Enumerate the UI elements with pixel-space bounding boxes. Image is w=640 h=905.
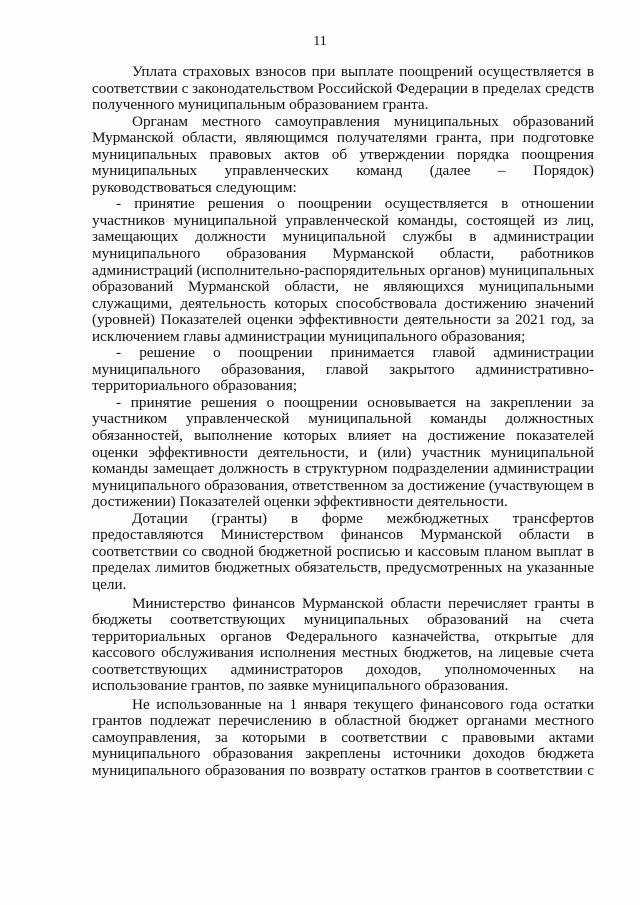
text-line: команды замещает должность в структурном подразделении администрации [92,460,594,478]
text-line: муниципального образования, главой закрытого административно- [92,360,594,378]
text-line: муниципальных управленческих команд (далее – Порядок) [92,162,594,180]
text-line: Уплата страховых взносов при выплате поощрений осуществляется в [132,63,594,80]
paragraph-grants-transfer [92,596,594,695]
text-line: соответствии со сводной бюджетной росписью и кассовым планом выплат в [92,542,594,560]
text-line: предоставляются Министерством финансов Мурманской области в [92,526,594,544]
text-line: цели. [92,575,127,593]
text-line: пределах лимитов бюджетных обязательств, предусмотренных на указанные [92,559,594,577]
list-item-decision-maker [92,345,594,395]
list-item-incentive-decision-scope [92,196,594,345]
paragraph-insurance-contributions [92,64,594,114]
text-line: Мурманской области, являющимся получателями гранта, при подготовке [92,129,594,147]
text-line: муниципального образования Мурманской области, работников [92,245,594,263]
text-line: - принятие решения о поощрении осуществляется в отношении [116,195,594,213]
text-line: муниципального образования, ответственном за достижение (участвующем в [92,476,594,494]
text-line: территориального образования; [92,377,298,395]
text-line: кассового обслуживания исполнения местных бюджетов, на лицевые счета [92,644,594,662]
text-line: достижении) Показателей оценки эффективности деятельности. [92,493,508,511]
text-line: - решение о поощрении принимается главой администрации [116,344,594,362]
text-line: оценки эффективности деятельности, и (или) участник муниципальной [92,443,594,461]
text-line: грантов подлежат перечислению в областной бюджет органами местного [92,712,594,730]
text-line: муниципальных правовых актов об утверждении порядка поощрения [92,145,594,163]
paragraph-unused-balances [92,697,594,780]
text-line: соответствующих администраторов доходов, уполномоченных на [92,660,594,678]
text-line: соответствии с законодательством Российской Федерации в пределах средств [92,79,595,97]
paragraph-local-government-bodies [92,114,594,197]
text-line: самоуправления, за которыми в соответствии с правовыми актами [92,728,594,746]
text-line: территориальных органов Федерального казначейства, открытые для [92,627,594,645]
text-line: замещающих должности муниципальной службы в администрации [92,228,594,246]
list-item-decision-basis [92,395,594,511]
text-line: руководствоваться следующим: [92,178,297,196]
text-line: Министерство финансов Мурманской области перечисляет гранты в [132,594,594,612]
text-line: Органам местного самоуправления муниципальных образований [132,112,594,130]
text-line: (уровней) Показателей оценки эффективности деятельности за 2021 год, за [92,311,594,329]
text-line: Дотации (гранты) в форме межбюджетных трансфертов [132,509,594,527]
paragraph-grants-provision [92,511,594,594]
text-line: администраций (исполнительно-распорядительных органов) муниципальных [92,261,595,279]
text-line: Не использованные на 1 января текущего финансового года остатки [132,695,594,713]
text-line: обязанностей, выполнение которых влияет на достижение показателей [92,427,594,445]
page-number: 11 [313,34,327,49]
text-line: образований Мурманской области, не являющихся муниципальными [92,278,594,296]
text-line: муниципального образования закреплены источники доходов бюджета [92,745,594,763]
text-line: участников муниципальной управленческой команды, состоящей из лиц, [92,211,594,229]
document-body [92,64,594,780]
text-line: использование грантов, по заявке муниципального образования. [92,677,509,695]
text-line: участником управленческой муниципальной команды должностных [92,410,594,428]
text-line: - принятие решения о поощрении основывается на закреплении за [116,393,594,411]
text-line: служащими, деятельность которых способствовала достижению значений [92,294,594,312]
text-line: муниципального образования по возврату остатков грантов в соответствии с [92,761,594,779]
text-line: бюджеты соответствующих муниципальных образований на счета [92,611,594,629]
text-line: полученного муниципальным образованием гранта. [92,96,429,114]
text-line: исключением главы администрации муниципального образования; [92,327,526,345]
